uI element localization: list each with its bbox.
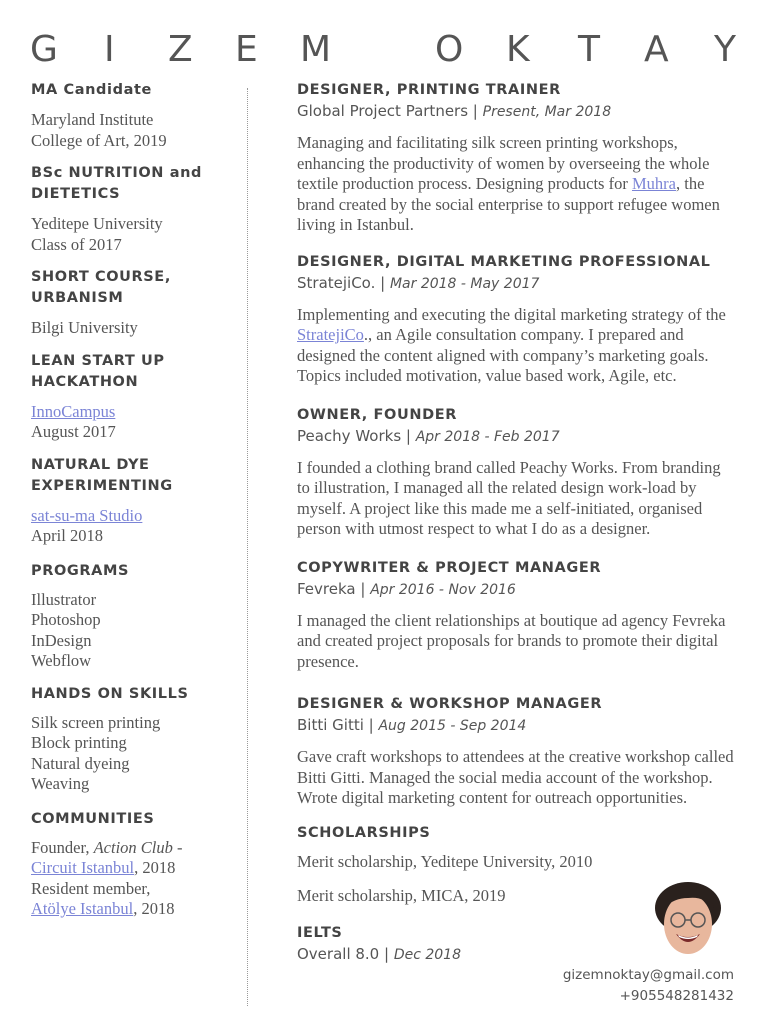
job-description: Implementing and executing the digital marketing strategy of the StratejiCo., an Agile consultation company. I prepared and designed the content aligned with company’s marketing goals. Topics included motivation, value based work, Agile, etc. (297, 304, 726, 385)
job-title: DESIGNER & WORKSHOP MANAGER (297, 696, 603, 712)
community-resident: Resident member, (31, 878, 151, 898)
short-course-school: Bilgi University (31, 318, 138, 337)
skill-item: Natural dyeing (31, 753, 130, 773)
bsc-title: BSc NUTRITION and DIETETICS (31, 165, 202, 202)
job-org: Global Project Partners | Present, Mar 2018 (297, 102, 612, 120)
ma-title: MA Candidate (31, 82, 152, 98)
skills-title: HANDS ON SKILLS (31, 685, 189, 702)
right-column (297, 80, 737, 966)
name-letter: T (578, 29, 600, 70)
job-title: DESIGNER, DIGITAL MARKETING PROFESSIONAL (297, 253, 711, 270)
atolye-istanbul-link[interactable]: Atölye Istanbul (31, 899, 134, 918)
contact-block (563, 965, 734, 1007)
job-description: Managing and facilitating silk screen printing workshops, enhancing the productivity of women by overseeing the whole textile production process. Designing products for Muhra, the brand created by the social enterprise to support refugee women living in Istanbul. (297, 133, 720, 234)
program-item: Illustrator (31, 589, 97, 609)
skill-item: Block printing (31, 733, 127, 752)
name-letter: K (506, 29, 530, 70)
innocampus-link[interactable]: InnoCampus (31, 401, 116, 421)
name-letter: G (30, 29, 58, 70)
job-org: StratejiCo. | Mar 2018 - May 2017 (297, 273, 540, 292)
satsuma-link[interactable]: sat-su-ma Studio (31, 505, 143, 525)
phone-text[interactable]: +905548281432 (619, 988, 734, 1004)
job-title: COPYWRITER & PROJECT MANAGER (297, 559, 602, 576)
job-org: Peachy Works | Apr 2018 - Feb 2017 (297, 426, 560, 445)
name-letter: I (104, 29, 115, 70)
job-description: I founded a clothing brand called Peachy Works. From branding to illustration, I managed all the related design work-load by myself. A project like this made me a self-initiated, organised person with utmost respect to what I do as a designer. (297, 457, 721, 538)
name-letter: Y (714, 29, 736, 70)
bsc-school: Yeditepe University (31, 214, 163, 233)
job-org: Fevreka | Apr 2016 - Nov 2016 (297, 579, 516, 598)
circuit-istanbul-link[interactable]: Circuit Istanbul (31, 858, 135, 877)
skill-item: Weaving (31, 774, 90, 793)
scholarship-item: Merit scholarship, MICA, 2019 (297, 886, 506, 905)
job-org: Bitti Gitti | Aug 2015 - Sep 2014 (297, 716, 527, 734)
column-divider (247, 88, 248, 1006)
name-letter: E (235, 29, 258, 70)
job-title: DESIGNER, PRINTING TRAINER (297, 82, 561, 98)
muhra-link[interactable]: Muhra (631, 174, 676, 193)
ielts-title: IELTS (297, 924, 343, 941)
program-item: Webflow (31, 651, 92, 670)
left-column (31, 80, 236, 920)
name-letter: A (644, 29, 669, 70)
name-heading (30, 28, 742, 72)
community-circuit: Circuit Istanbul, 2018 (31, 858, 176, 877)
ielts-score: Overall 8.0 | Dec 2018 (297, 944, 461, 963)
dye-title: NATURAL DYE EXPERIMENTING (31, 456, 173, 494)
stratejico-link[interactable]: StratejiCo (297, 325, 364, 344)
job-title: OWNER, FOUNDER (297, 406, 457, 423)
ma-school: Maryland Institute (31, 110, 154, 129)
skill-item: Silk screen printing (31, 712, 161, 732)
bsc-detail: Class of 2017 (31, 234, 122, 254)
lean-title: LEAN START UP HACKATHON (31, 352, 165, 390)
email-text[interactable]: gizemnoktay@gmail.com (562, 967, 734, 983)
program-item: Photoshop (31, 610, 101, 629)
community-atolye: Atölye Istanbul, 2018 (31, 899, 175, 918)
job-description: I managed the client relationships at boutique ad agency Fevreka and created project proposals for brands to promote their digital presence. (297, 610, 726, 671)
community-founder: Founder, Action Club - (31, 837, 183, 857)
profile-photo (652, 878, 724, 964)
short-course-title: SHORT COURSE, URBANISM (31, 269, 171, 306)
name-letter: Z (168, 29, 193, 70)
name-letter: M (300, 29, 332, 70)
scholarship-item: Merit scholarship, Yeditepe University, 2010 (297, 851, 593, 871)
lean-date: August 2017 (31, 422, 116, 441)
scholarships-title: SCHOLARSHIPS (297, 824, 431, 841)
communities-title: COMMUNITIES (31, 810, 155, 827)
ma-detail: College of Art, 2019 (31, 130, 167, 150)
programs-title: PROGRAMS (31, 562, 130, 579)
name-letter: O (435, 29, 464, 70)
program-item: InDesign (31, 630, 92, 650)
job-description: Gave craft workshops to attendees at the creative workshop called Bitti Gitti. Managed the social media account of the workshop. Wrote digital marketing content for outreach opportunities. (297, 747, 734, 807)
dye-date: April 2018 (31, 526, 103, 545)
